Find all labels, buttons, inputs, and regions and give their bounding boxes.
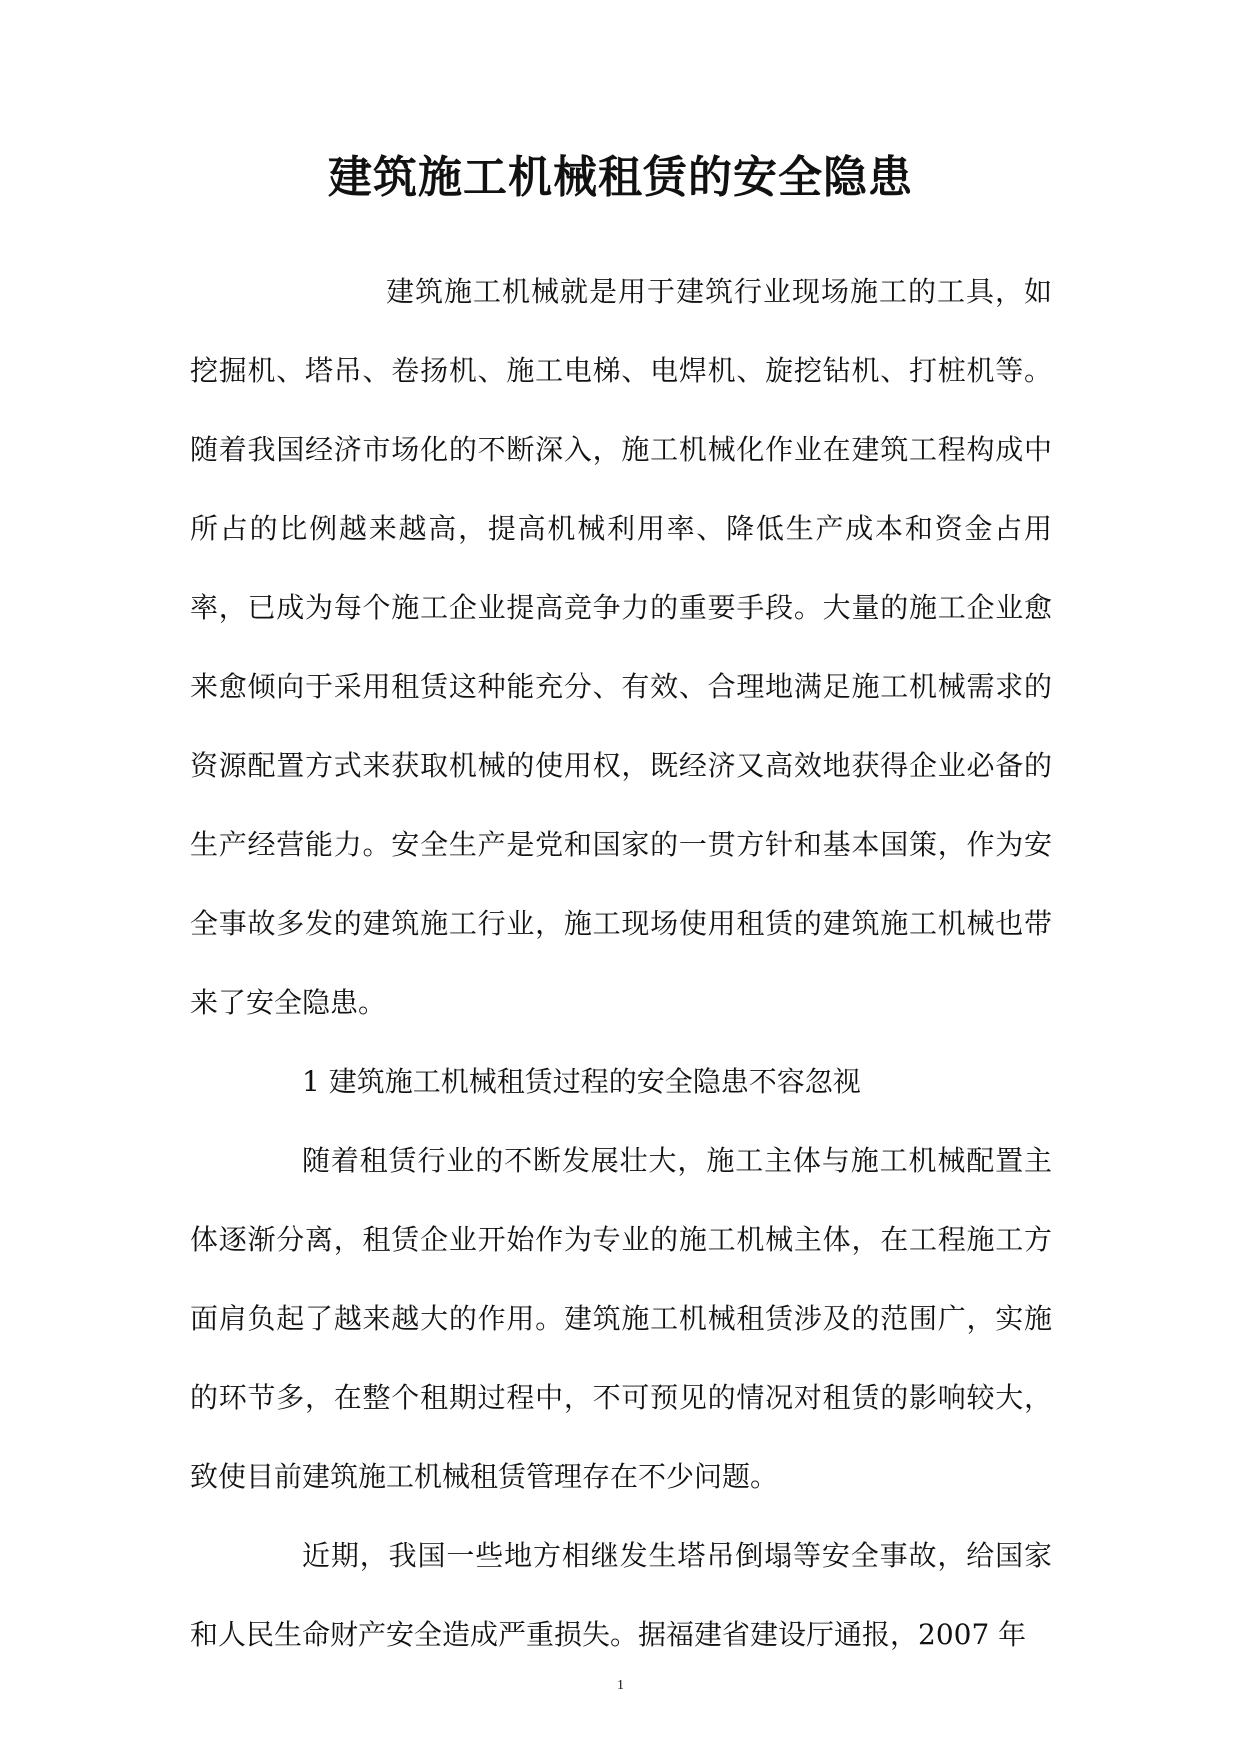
paragraph-section-1-b: 近期，我国一些地方相继发生塔吊倒塌等安全事故，给国家和人民生命财产安全造成严重损失。据福建省建设厅通报，2007 年 bbox=[190, 1539, 1052, 1651]
document-title: 建筑施工机械租赁的安全隐患 bbox=[328, 152, 913, 203]
paragraph-intro: 建筑施工机械就是用于建筑行业现场施工的工具，如挖掘机、塔吊、卷扬机、施工电梯、电焊机、旋挖钻机、打桩机等。随着我国经济市场化的不断深入，施工机械化作业在建筑工程构成中所占的比例越来越高，提高机械利用率、降低生产成本和资金占用率，已成为每个施工企业提高竞争力的重要手段。大量的施工企业愈来愈倾向于采用租赁这种能充分、有效、合理地满足施工机械需求的资源配置方式来获取机械的使用权，既经济又高效地获得企业必备的生产经营能力。安全生产是党和国家的一贯方针和基本国策，作为安全事故多发的建筑施工行业，施工现场使用租赁的建筑施工机械也带来了安全隐患。 bbox=[190, 275, 1052, 1019]
document-body bbox=[190, 252, 1052, 1674]
section-heading-1: 1 建筑施工机械租赁过程的安全隐患不容忽视 bbox=[302, 1065, 861, 1098]
page-number: 1 bbox=[617, 1678, 624, 1693]
paragraph-section-1-a: 随着租赁行业的不断发展壮大，施工主体与施工机械配置主体逐渐分离，租赁企业开始作为专业的施工机械主体，在工程施工方面肩负起了越来越大的作用。建筑施工机械租赁涉及的范围广，实施的环节多，在整个租期过程中，不可预见的情况对租赁的影响较大，致使目前建筑施工机械租赁管理存在不少问题。 bbox=[190, 1144, 1052, 1493]
